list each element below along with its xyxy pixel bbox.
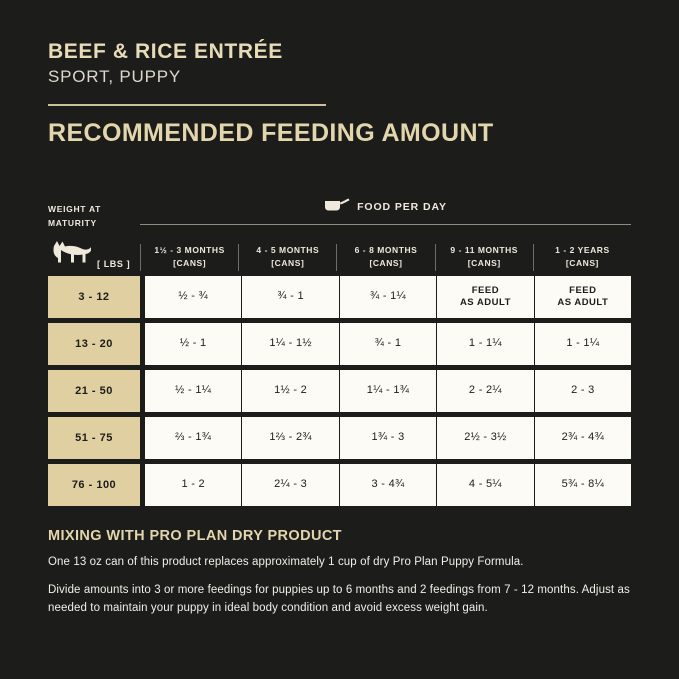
row-values xyxy=(145,464,631,506)
table-cell xyxy=(534,370,631,412)
table-cell xyxy=(534,417,631,459)
column-header-0-line1: 1½ - 3 MONTHS xyxy=(154,245,225,256)
column-header-3-line2: [CANS] xyxy=(467,257,501,268)
feeding-table xyxy=(48,169,631,506)
table-cell xyxy=(534,276,631,318)
column-header-4-line2: [CANS] xyxy=(565,257,599,268)
column-header-2 xyxy=(336,244,434,271)
cell-line1: 2¼ - 3 xyxy=(274,478,308,491)
table-cell xyxy=(436,464,533,506)
row-weight: 76 - 100 xyxy=(48,464,140,506)
column-header-1-line2: [CANS] xyxy=(271,257,305,268)
column-header-4-line1: 1 - 2 YEARS xyxy=(555,245,610,256)
row-weight: 21 - 50 xyxy=(48,370,140,412)
table-cell xyxy=(241,276,338,318)
table-cell xyxy=(241,323,338,365)
cell-line1: 1¼ - 1½ xyxy=(269,337,312,350)
table-cell xyxy=(339,417,436,459)
mixing-title: MIXING WITH PRO PLAN DRY PRODUCT xyxy=(48,528,342,545)
cell-line1: 1¾ - 3 xyxy=(371,431,405,444)
table-cell xyxy=(339,370,436,412)
page-title: RECOMMENDED FEEDING AMOUNT xyxy=(48,118,494,147)
cell-line1: 1 - 1¼ xyxy=(468,337,502,350)
weight-at-maturity-header xyxy=(48,204,140,231)
row-weight: 13 - 20 xyxy=(48,323,140,365)
mixing-paragraph-1: One 13 oz can of this product replaces approximately 1 cup of dry Pro Plan Puppy Formula. xyxy=(48,556,524,569)
cell-line1: 1½ - 2 xyxy=(274,384,308,397)
table-cell xyxy=(534,464,631,506)
cell-line1: ½ - 1¼ xyxy=(175,384,212,397)
table-cell xyxy=(145,417,241,459)
food-per-day-header xyxy=(140,197,631,231)
column-header-2-line1: 6 - 8 MONTHS xyxy=(354,245,418,256)
table-cell xyxy=(145,370,241,412)
table-cell xyxy=(241,370,338,412)
measuring-cup-icon xyxy=(324,197,350,217)
cell-line1: FEED xyxy=(569,285,597,297)
cell-line1: 1 - 1¼ xyxy=(566,337,600,350)
food-per-day-underline xyxy=(140,224,631,225)
column-header-1 xyxy=(238,244,336,271)
product-title: BEEF & RICE ENTRÉE xyxy=(48,40,283,63)
cell-line1: 2¾ - 4¾ xyxy=(561,431,605,444)
column-headers-row xyxy=(48,240,631,271)
weight-header-line1: WEIGHT AT xyxy=(48,204,102,215)
product-subtitle: SPORT, PUPPY xyxy=(48,67,182,87)
cell-line1: 1 - 2 xyxy=(181,478,205,491)
table-cell xyxy=(436,370,533,412)
cell-line1: ½ - ¾ xyxy=(178,290,209,303)
cell-line1: ¾ - 1¼ xyxy=(369,290,407,303)
table-cell xyxy=(339,464,436,506)
table-cell xyxy=(145,323,241,365)
table-header-row xyxy=(48,169,631,231)
table-row xyxy=(48,323,631,365)
column-header-0-line2: [CANS] xyxy=(173,257,207,268)
table-cell xyxy=(145,464,241,506)
weight-column-header xyxy=(48,240,140,271)
row-values xyxy=(145,417,631,459)
cell-line1: 5¾ - 8¼ xyxy=(561,478,605,491)
mixing-instructions xyxy=(48,528,631,617)
table-cell xyxy=(339,323,436,365)
cell-line1: FEED xyxy=(471,285,500,297)
cell-line1: 2 - 3 xyxy=(571,384,595,397)
row-weight: 3 - 12 xyxy=(48,276,140,318)
table-row xyxy=(48,370,631,412)
table-row xyxy=(48,276,631,318)
row-weight: 51 - 75 xyxy=(48,417,140,459)
table-cell xyxy=(436,323,533,365)
cell-line1: 4 - 5¼ xyxy=(468,478,502,491)
weight-header-line2: MATURITY xyxy=(48,217,97,228)
cell-line1: ½ - 1 xyxy=(179,337,207,350)
cell-line1: ⅔ - 1¾ xyxy=(175,431,212,444)
cell-line1: 3 - 4¾ xyxy=(371,478,405,491)
table-cell xyxy=(436,276,533,318)
lbs-label: [ LBS ] xyxy=(97,259,131,270)
row-values xyxy=(145,370,631,412)
food-per-day-label: FOOD PER DAY xyxy=(357,201,447,214)
table-cell xyxy=(241,417,338,459)
cell-line2: AS ADULT xyxy=(459,297,511,309)
cell-line1: 2 - 2¼ xyxy=(468,384,502,397)
cell-line1: 1⅔ - 2¾ xyxy=(269,431,312,444)
column-header-1-line1: 4 - 5 MONTHS xyxy=(256,245,320,256)
table-cell xyxy=(436,417,533,459)
cell-line1: ¾ - 1 xyxy=(374,337,402,350)
table-cell xyxy=(534,323,631,365)
row-values xyxy=(145,323,631,365)
table-cell xyxy=(145,276,241,318)
table-row xyxy=(48,417,631,459)
column-header-0 xyxy=(140,244,238,271)
cell-line1: 1¼ - 1¾ xyxy=(366,384,410,397)
table-cell xyxy=(241,464,338,506)
dog-silhouette-icon xyxy=(48,240,92,269)
cell-line1: 2½ - 3½ xyxy=(464,431,507,444)
column-header-3-line1: 9 - 11 MONTHS xyxy=(450,245,519,256)
column-header-2-line2: [CANS] xyxy=(369,257,403,268)
divider xyxy=(48,104,326,106)
column-header-3 xyxy=(435,244,533,271)
mixing-paragraph-2: Divide amounts into 3 or more feedings for puppies up to 6 months and 2 feedings from 7 - 12 months. Adjust as needed to maintain your puppy in ideal body condition and avoid excess weight gain. xyxy=(48,583,630,614)
cell-line1: ¾ - 1 xyxy=(277,290,304,303)
row-values xyxy=(145,276,631,318)
table-row xyxy=(48,464,631,506)
table-cell xyxy=(339,276,436,318)
cell-line2: AS ADULT xyxy=(557,297,609,309)
column-header-4 xyxy=(533,244,631,271)
